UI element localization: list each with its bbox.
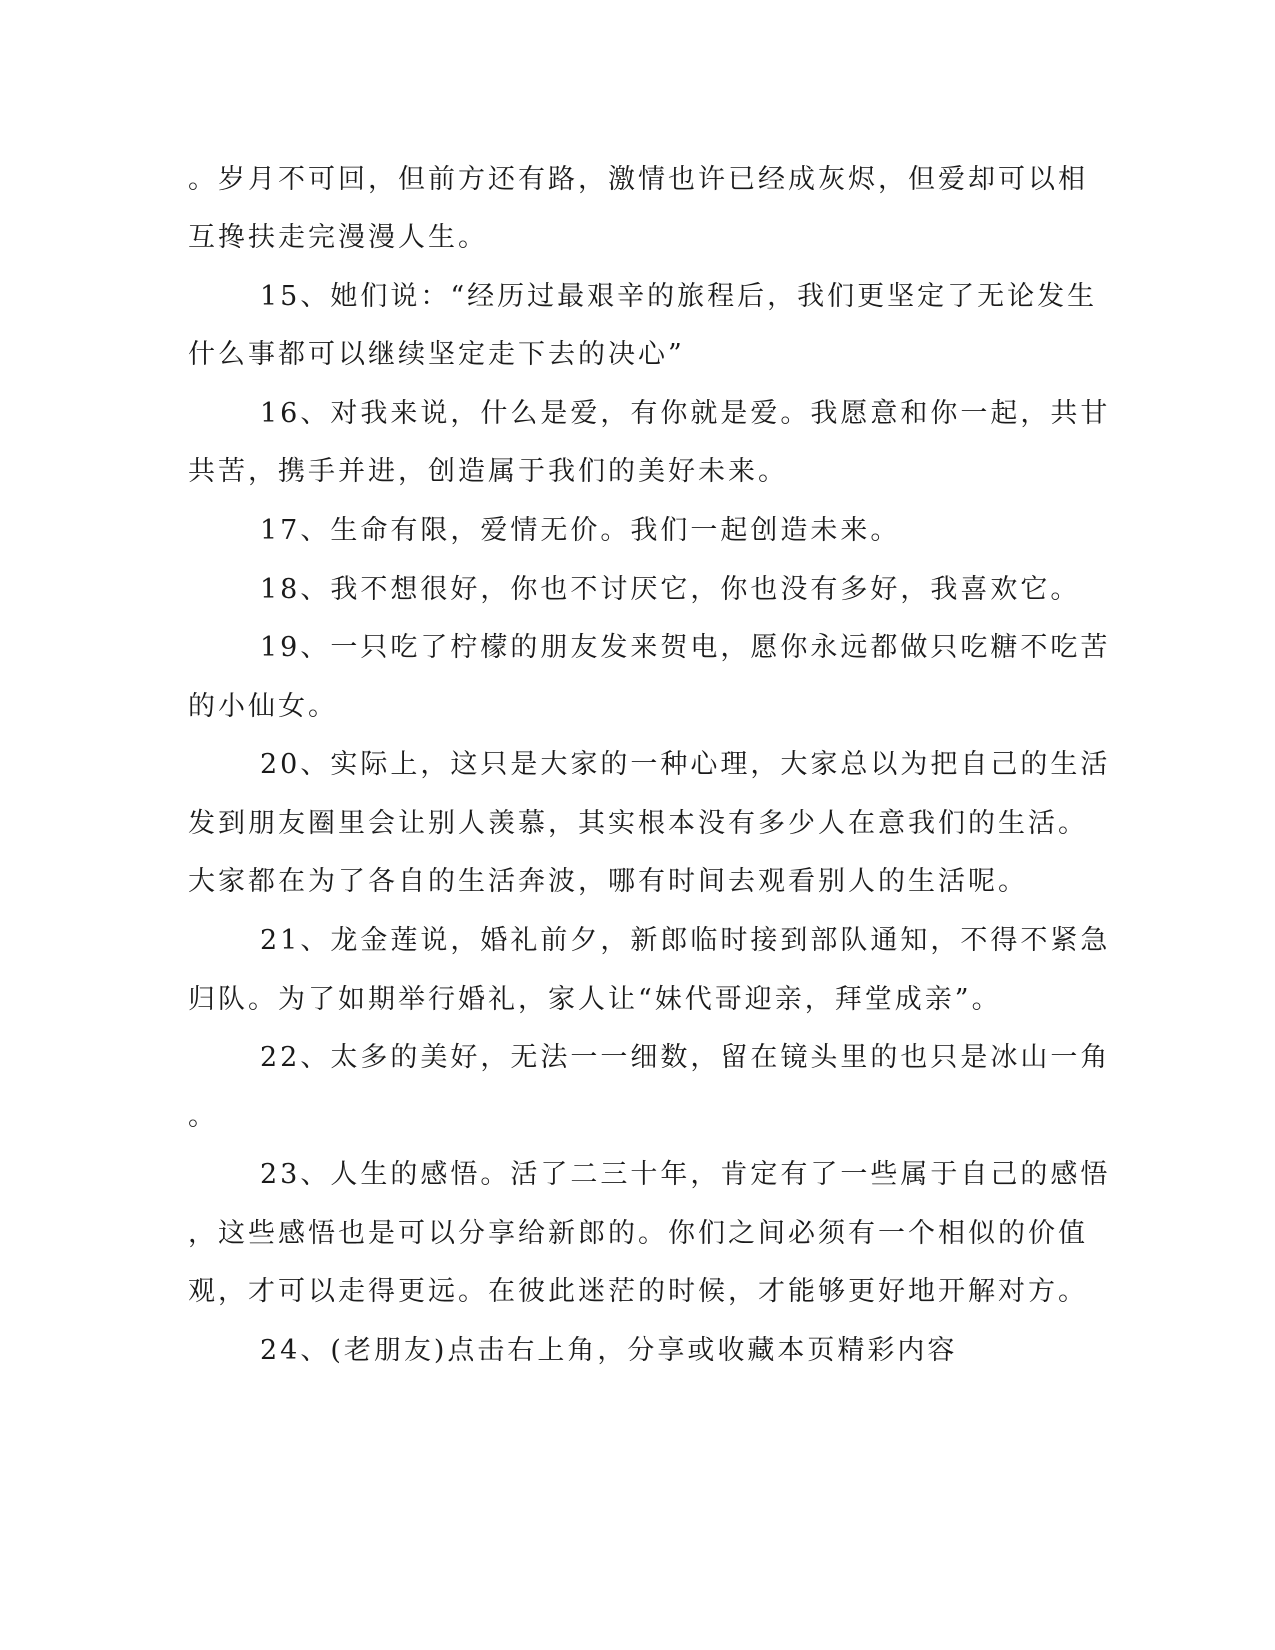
text-line: 19、一只吃了柠檬的朋友发来贺电，愿你永远都做只吃糖不吃苦 <box>260 632 1111 663</box>
text-line: 23、人生的感悟。活了二三十年，肯定有了一些属于自己的感悟 <box>260 1159 1111 1190</box>
text-line: 共苦，携手并进，创造属于我们的美好未来。 <box>188 456 788 487</box>
text-line: 16、对我来说，什么是爱，有你就是爱。我愿意和你一起，共甘 <box>260 398 1111 429</box>
text-line: 。岁月不可回，但前方还有路，激情也许已经成灰烬，但爱却可以相 <box>188 164 1088 195</box>
text-line: 22、太多的美好，无法一一细数，留在镜头里的也只是冰山一角 <box>260 1042 1111 1073</box>
text-line: 15、她们说：“经历过最艰辛的旅程后，我们更坚定了无论发生 <box>260 281 1098 312</box>
text-line: 。 <box>188 1101 218 1132</box>
text-line: 什么事都可以继续坚定走下去的决心” <box>188 339 685 370</box>
text-line: 发到朋友圈里会让别人羡慕，其实根本没有多少人在意我们的生活。 <box>188 808 1088 839</box>
text-line: ，这些感悟也是可以分享给新郎的。你们之间必须有一个相似的价值 <box>188 1218 1088 1249</box>
text-line: 18、我不想很好，你也不讨厌它，你也没有多好，我喜欢它。 <box>260 574 1081 605</box>
text-line: 24、(老朋友)点击右上角，分享或收藏本页精彩内容 <box>260 1335 958 1366</box>
text-line: 20、实际上，这只是大家的一种心理，大家总以为把自己的生活 <box>260 749 1111 780</box>
text-line: 观，才可以走得更远。在彼此迷茫的时候，才能够更好地开解对方。 <box>188 1276 1088 1307</box>
text-line: 归队。为了如期举行婚礼，家人让“妹代哥迎亲，拜堂成亲”。 <box>188 984 1002 1015</box>
text-line: 大家都在为了各自的生活奔波，哪有时间去观看别人的生活呢。 <box>188 866 1028 897</box>
text-line: 的小仙女。 <box>188 691 338 722</box>
text-line: 互搀扶走完漫漫人生。 <box>188 222 488 253</box>
text-line: 21、龙金莲说，婚礼前夕，新郎临时接到部队通知，不得不紧急 <box>260 925 1111 956</box>
text-line: 17、生命有限，爱情无价。我们一起创造未来。 <box>260 515 901 546</box>
